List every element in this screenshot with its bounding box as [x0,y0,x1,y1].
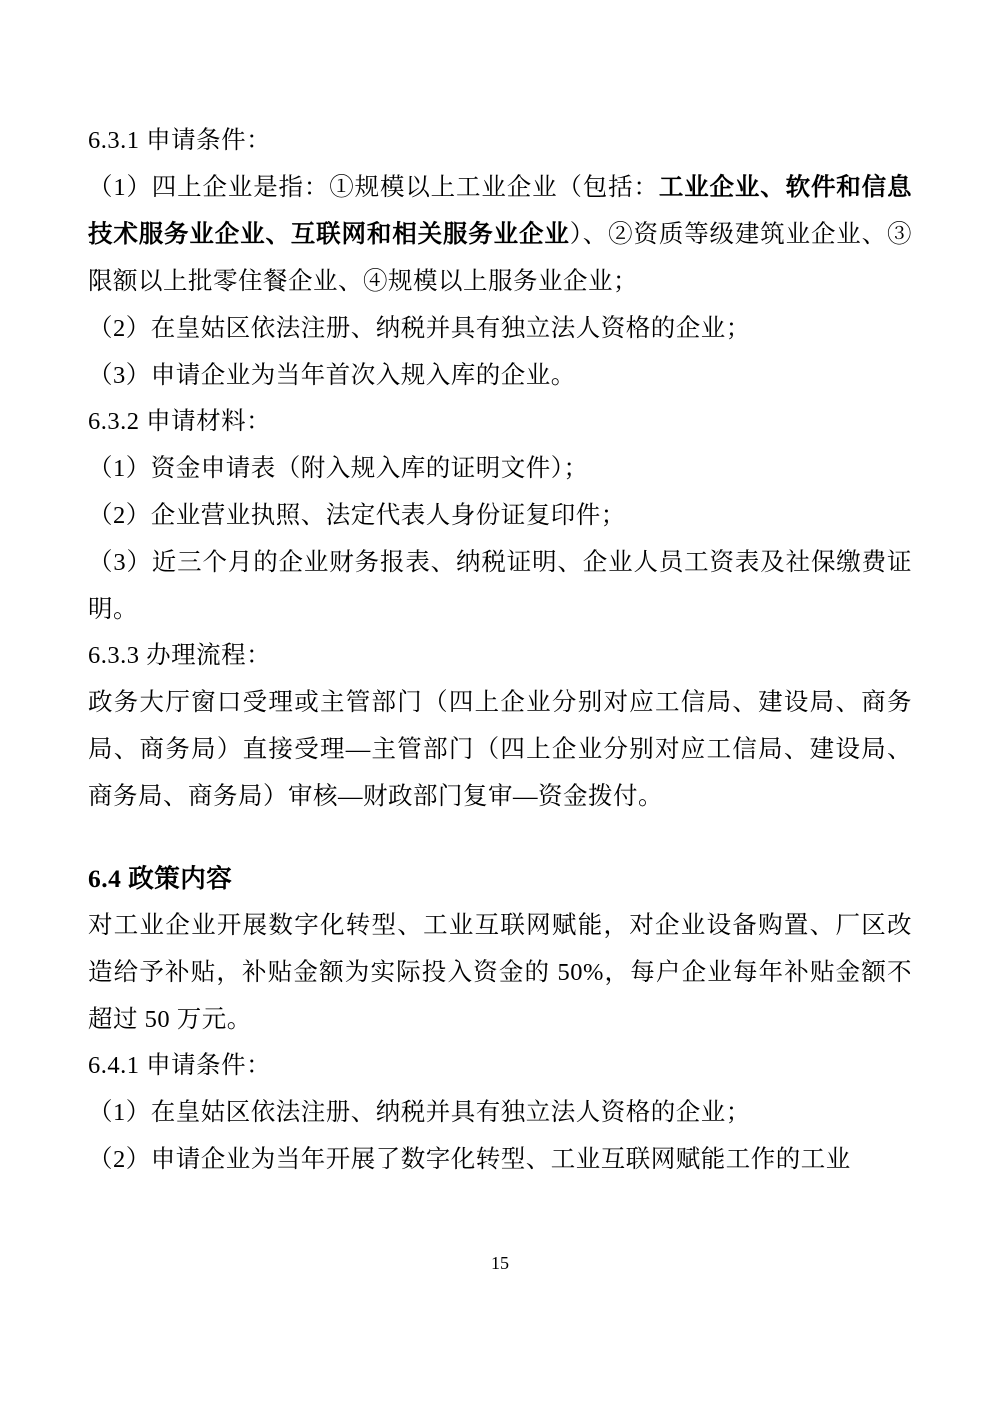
text-run-bold: 工业企业、软件和信息技术服务业企业、互联网和相关服务业企业 [88,174,913,248]
page-number: 15 [491,1253,509,1273]
section-heading-6-3-1: 6.3.1 申请条件： [88,127,272,154]
section-heading-6-4: 6.4 政策内容 [88,864,233,893]
paragraph-6-4-1-item-1: （1）在皇姑区依法注册、纳税并具有独立法人资格的企业； [88,1099,751,1126]
section-heading-6-3-2: 6.3.2 申请材料： [88,408,272,435]
section-heading-6-4-1: 6.4.1 申请条件： [88,1052,272,1079]
section-heading-6-3-3: 6.3.3 办理流程： [88,642,272,669]
text-run-plain: （1）四上企业是指：①规模以上工业企业（包括： [88,174,659,201]
paragraph-6-3-1-item-3: （3）申请企业为当年首次入规入库的企业。 [88,362,576,389]
paragraph-6-4-1-item-2: （2）申请企业为当年开展了数字化转型、工业互联网赋能工作的工业 [88,1146,851,1173]
document-body [88,118,912,1183]
paragraph-6-3-2-item-3: （3）近三个月的企业财务报表、纳税证明、企业人员工资表及社保缴费证明。 [88,549,912,623]
paragraph-6-4-body: 对工业企业开展数字化转型、工业互联网赋能，对企业设备购置、厂区改造给予补贴，补贴金额为实际投入资金的 50%，每户企业每年补贴金额不超过 50 万元。 [88,912,912,1033]
paragraph-6-3-2-item-1: （1）资金申请表（附入规入库的证明文件）； [88,455,589,482]
text-run-plain-2: ）、②资质等级建筑业企业、③限额以上批零住餐企业、④规模以上服务业企业； [88,221,913,295]
paragraph-6-3-1-item-2: （2）在皇姑区依法注册、纳税并具有独立法人资格的企业； [88,315,751,342]
paragraph-6-3-3-body: 政务大厅窗口受理或主管部门（四上企业分别对应工信局、建设局、商务局、商务局）直接受理—主管部门（四上企业分别对应工信局、建设局、商务局、商务局）审核—财政部门复审—资金拨付。 [88,689,912,810]
paragraph-6-3-1-item-1 [88,164,912,305]
paragraph-6-3-2-item-2: （2）企业营业执照、法定代表人身份证复印件； [88,502,626,529]
